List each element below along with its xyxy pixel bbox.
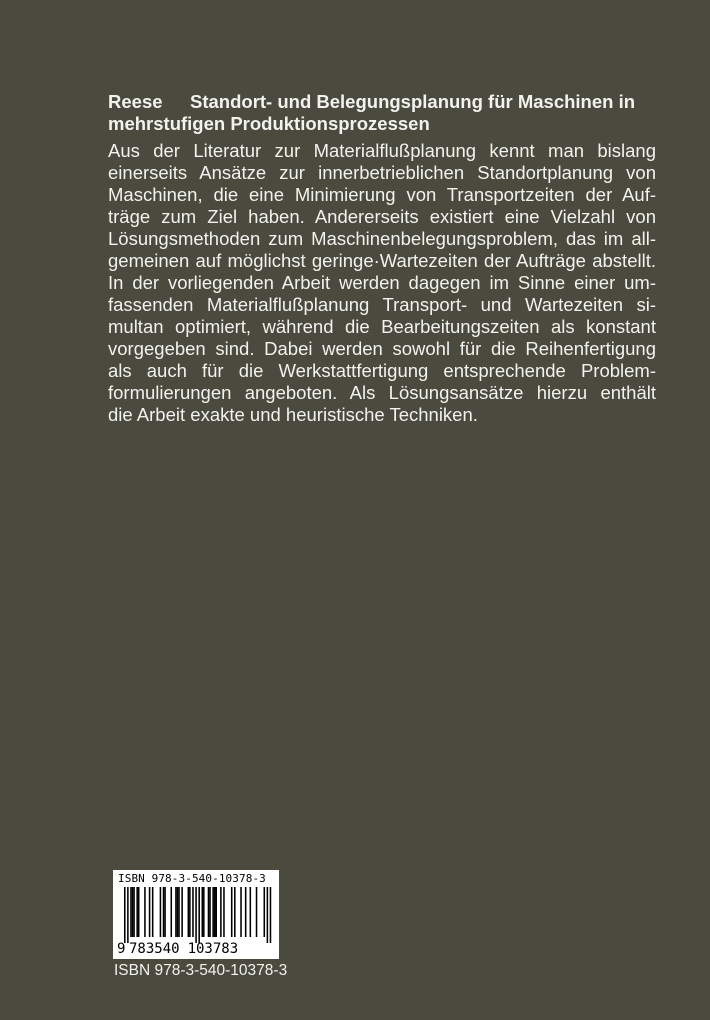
barcode-bar	[136, 887, 138, 937]
barcode-bar	[270, 887, 272, 943]
barcode-bar	[231, 887, 233, 937]
barcode-digit-lead: 9	[117, 941, 126, 957]
blurb-line: träge zum Ziel haben. Andererseits existiert eine Vielzahl von	[108, 206, 656, 227]
barcode-bar	[132, 887, 134, 937]
barcode-bar	[175, 887, 177, 937]
isbn-text: ISBN 978-3-540-10378-3	[114, 962, 288, 979]
barcode-bar	[267, 887, 269, 943]
book-title-line-1: Standort- und Belegungsplanung für Maschinen in	[190, 91, 636, 112]
barcode-bar	[195, 887, 197, 943]
blurb-line: Lösungsmethoden zum Maschinenbelegungsproblem, das im all-	[108, 228, 656, 249]
barcode-digits	[117, 941, 275, 957]
barcode-bar	[144, 887, 146, 937]
barcode-bar	[256, 887, 258, 937]
barcode-bar	[177, 887, 179, 937]
barcode-digits-right: 103783	[187, 941, 239, 957]
barcode-bar	[164, 887, 166, 937]
blurb-line: die Arbeit exakte und heuristische Techniken.	[108, 404, 478, 425]
blurb-line: gemeinen auf möglichst geringe·Wartezeiten der Aufträge abstellt.	[108, 250, 656, 271]
blurb-line: einerseits Ansätze zur innerbetrieblichen Standortplanung von	[108, 162, 656, 183]
blurb-line: Maschinen, die eine Minimierung von Transportzeiten der Auf-	[108, 184, 656, 205]
barcode-bar	[245, 887, 247, 937]
barcode-bar	[198, 887, 200, 943]
barcode-image	[119, 887, 273, 943]
barcode-bar	[124, 887, 126, 943]
barcode-bar	[209, 887, 211, 937]
barcode-bar	[152, 887, 154, 937]
blurb-line: fassenden Materialflußplanung Transport- und Wartezeiten si-	[108, 294, 656, 315]
book-title-line-2: mehrstufigen Produktionsprozessen	[108, 113, 430, 134]
barcode-bar	[250, 887, 252, 937]
barcode-bar	[133, 887, 135, 937]
barcode-bar	[264, 887, 266, 937]
barcode-bar	[208, 887, 210, 937]
blurb-text	[108, 140, 656, 426]
barcode-bar	[220, 887, 222, 937]
blurb-line: formulierungen angeboten. Als Lösungsansätze hierzu enthält	[108, 382, 656, 403]
barcode-bar	[189, 887, 191, 937]
blurb-line: multan optimiert, während die Bearbeitungszeiten als konstant	[108, 316, 656, 337]
barcode-bar	[240, 887, 242, 937]
blurb-line: vorgegeben sind. Dabei werden sowohl für die Reihenfertigung	[108, 338, 656, 359]
barcode-bar	[188, 887, 190, 937]
barcode-bar	[149, 887, 151, 937]
barcode-bar	[181, 887, 183, 937]
author-name: Reese	[108, 91, 163, 112]
barcode-bar	[214, 887, 216, 937]
barcode-bar	[234, 887, 236, 937]
barcode-bar	[178, 887, 180, 937]
barcode-bar	[163, 887, 165, 937]
barcode-bar	[215, 887, 217, 937]
title-row-1	[108, 91, 668, 113]
barcode-bar	[192, 887, 194, 937]
barcode-bar	[202, 887, 204, 937]
barcode-bar	[203, 887, 205, 937]
barcode-bar	[130, 887, 132, 937]
blurb-line: In der vorliegenden Arbeit werden dagegen im Sinne einer um-	[108, 272, 656, 293]
barcode-bar	[223, 887, 225, 937]
barcode-isbn-text: ISBN 978-3-540-10378-3	[118, 872, 266, 885]
barcode-label	[113, 870, 279, 959]
barcode-bar	[171, 887, 173, 937]
barcode-bar	[212, 887, 214, 937]
barcode-bar	[160, 887, 162, 937]
barcode-bar	[138, 887, 140, 937]
title-block	[108, 91, 668, 135]
barcode-bar	[127, 887, 129, 943]
blurb-line: als auch für die Werkstattfertigung entsprechende Problem-	[108, 360, 656, 381]
blurb-line: Aus der Literatur zur Materialflußplanung kennt man bislang	[108, 140, 656, 161]
barcode-digits-left: 783540	[129, 941, 180, 957]
